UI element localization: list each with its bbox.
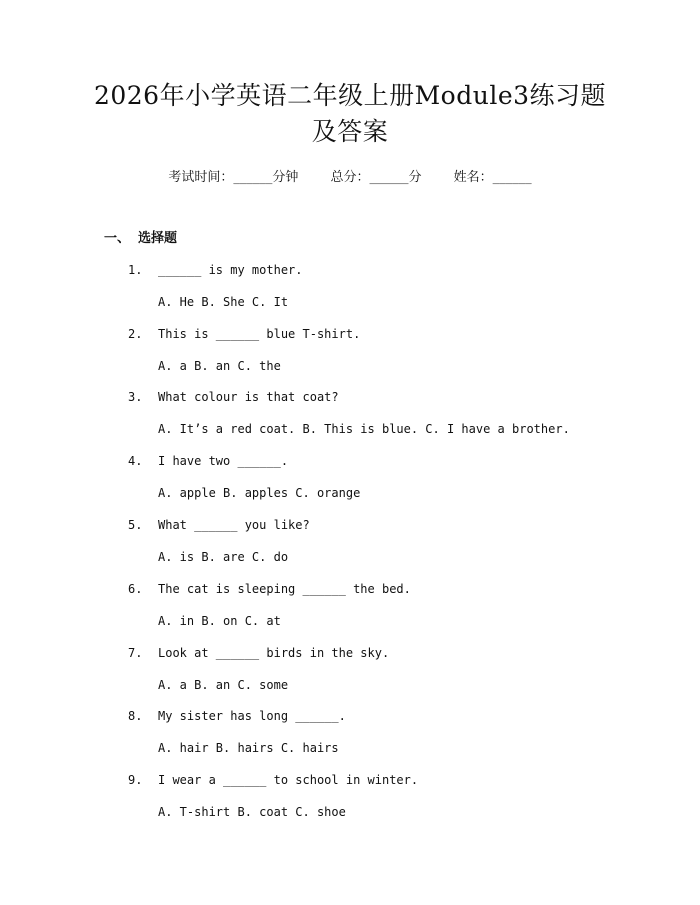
question-7-options: A. a B. an C. some — [158, 678, 289, 692]
section-number: 一、 — [104, 231, 131, 246]
section-heading — [104, 229, 177, 249]
exam-info-line — [0, 168, 700, 188]
question-text: Look at ______ birds in the sky. — [158, 646, 390, 660]
question-1 — [128, 261, 648, 279]
section-title: 选择题 — [138, 231, 178, 246]
student-name-field: 姓名：______ — [453, 170, 532, 185]
question-text: ______ is my mother. — [158, 263, 303, 277]
question-8 — [128, 707, 648, 725]
question-8-options: A. hair B. hairs C. hairs — [158, 741, 339, 755]
question-1-options: A. He B. She C. It — [158, 295, 289, 309]
question-5-options: A. is B. are C. do — [158, 550, 289, 564]
question-6 — [128, 580, 648, 598]
total-score-field: 总分：______分 — [330, 170, 422, 185]
page-title — [50, 78, 650, 150]
question-5 — [128, 516, 648, 534]
question-2-options: A. a B. an C. the — [158, 359, 281, 373]
question-4-options: A. apple B. apples C. orange — [158, 486, 361, 500]
question-number: 2. — [128, 327, 143, 341]
question-text: What ______ you like? — [158, 518, 310, 532]
exam-time-field: 考试时间：______分钟 — [168, 170, 299, 185]
title-line-2: 及答案 — [311, 117, 389, 146]
question-number: 9. — [128, 773, 143, 787]
question-number: 3. — [128, 390, 143, 404]
question-text: I wear a ______ to school in winter. — [158, 773, 419, 787]
question-3 — [128, 388, 648, 406]
question-number: 1. — [128, 263, 143, 277]
question-9-options: A. T-shirt B. coat C. shoe — [158, 805, 346, 819]
question-text: What colour is that coat? — [158, 390, 339, 404]
question-6-options: A. in B. on C. at — [158, 614, 281, 628]
question-number: 4. — [128, 454, 143, 468]
question-number: 5. — [128, 518, 143, 532]
question-text: I have two ______. — [158, 454, 289, 468]
question-4 — [128, 452, 648, 470]
question-number: 8. — [128, 709, 143, 723]
question-3-options: A. It’s a red coat. B. This is blue. C. I have a brother. — [158, 422, 570, 436]
title-line-1: 2026年小学英语二年级上册Module3练习题 — [93, 81, 607, 110]
question-text: This is ______ blue T-shirt. — [158, 327, 361, 341]
question-2 — [128, 325, 648, 343]
question-number: 7. — [128, 646, 143, 660]
question-7 — [128, 644, 648, 662]
question-number: 6. — [128, 582, 143, 596]
question-text: My sister has long ______. — [158, 709, 346, 723]
question-9 — [128, 771, 648, 789]
question-text: The cat is sleeping ______ the bed. — [158, 582, 411, 596]
